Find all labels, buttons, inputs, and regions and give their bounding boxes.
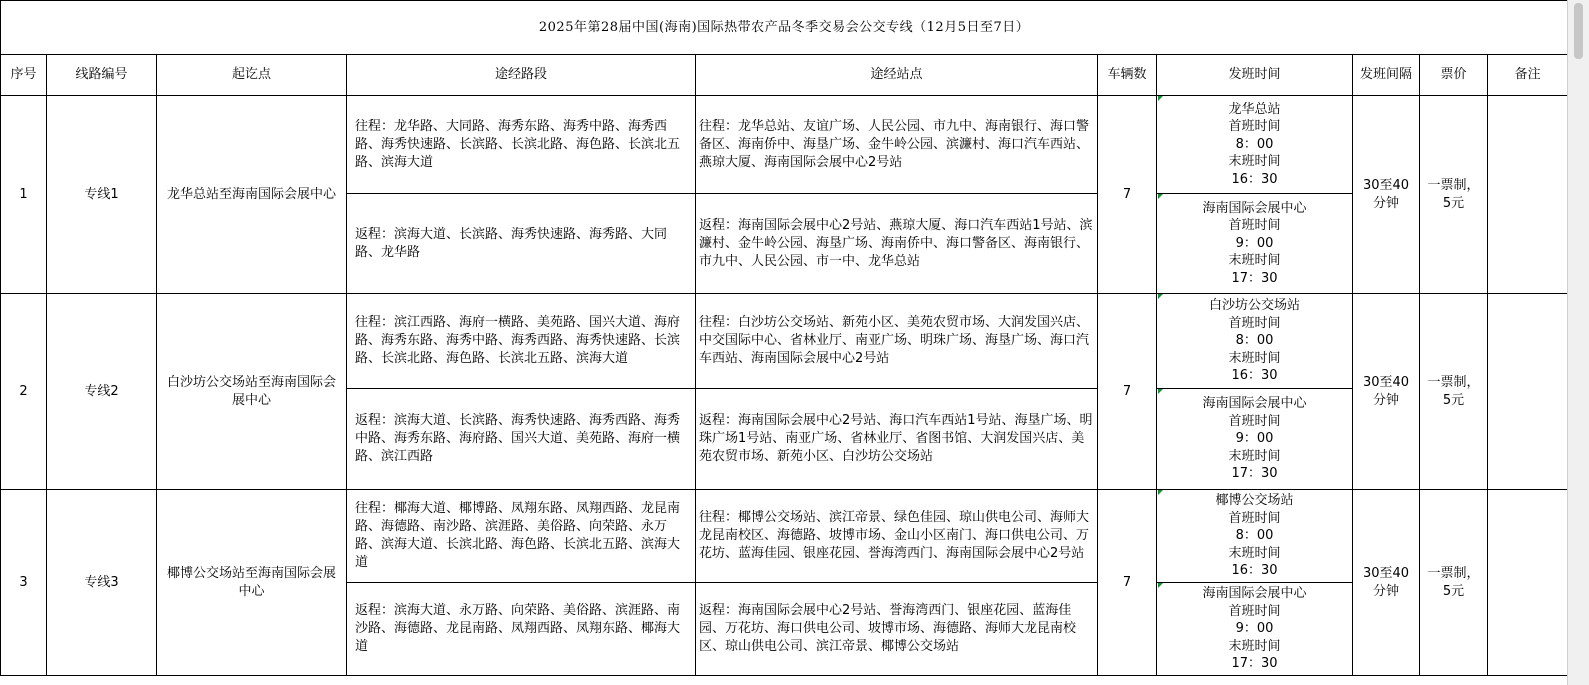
sheet-title[interactable]: 2025年第28届中国(海南)国际热带农产品冬季交易会公交专线（12月5日至7日） <box>1 1 1568 55</box>
route-line[interactable]: 专线1 <box>47 96 157 294</box>
return-segments[interactable]: 返程：滨海大道、长滨路、海秀快速路、海秀西路、海秀中路、海秀东路、海府路、国兴大道、美苑路、海府一横路、滨江西路 <box>347 389 696 490</box>
schedule-last: 17：30 <box>1231 466 1278 482</box>
schedule-last: 16：30 <box>1231 368 1278 384</box>
route-no[interactable]: 3 <box>1 490 47 676</box>
schedule-first-label: 首班时间 <box>1228 413 1281 429</box>
header-endpoints[interactable]: 起讫点 <box>157 55 347 96</box>
header-segments[interactable]: 途经路段 <box>347 55 696 96</box>
schedule-last: 16：30 <box>1231 563 1278 579</box>
vertical-scrollbar[interactable] <box>1567 0 1589 685</box>
return-schedule[interactable] <box>1157 194 1353 294</box>
schedule-first: 8：00 <box>1235 528 1274 544</box>
outbound-stops[interactable]: 往程：椰博公交场站、滨江帝景、绿色佳园、琼山供电公司、海师大龙昆南校区、海德路、坡博市场、金山小区南门、海口供电公司、万花坊、蓝海佳园、银座花园、誉海湾西门、海南国际会展中心2号站 <box>696 490 1098 583</box>
route-fare[interactable]: 一票制，5元 <box>1420 294 1488 490</box>
return-schedule[interactable] <box>1157 389 1353 490</box>
return-schedule[interactable] <box>1157 583 1353 676</box>
schedule-last: 17：30 <box>1231 656 1278 672</box>
schedule-first-label: 首班时间 <box>1228 510 1281 526</box>
schedule-station: 白沙坊公交场站 <box>1208 298 1300 314</box>
cell-comment-marker <box>1158 583 1163 588</box>
route-endpoints[interactable]: 白沙坊公交场站至海南国际会展中心 <box>157 294 347 490</box>
header-row <box>1 55 1568 96</box>
header-vehicles[interactable]: 车辆数 <box>1098 55 1157 96</box>
return-segments[interactable]: 返程：滨海大道、永万路、向荣路、美俗路、滨涯路、南沙路、海德路、龙昆南路、凤翔西路、凤翔东路、椰海大道 <box>347 583 696 676</box>
route-vehicles[interactable]: 7 <box>1098 96 1157 294</box>
route-rows <box>1 96 1568 676</box>
return-segments[interactable]: 返程：滨海大道、长滨路、海秀快速路、海秀路、大同路、龙华路 <box>347 194 696 294</box>
schedule-first: 9：00 <box>1235 431 1274 447</box>
return-stops[interactable]: 返程：海南国际会展中心2号站、誉海湾西门、银座花园、蓝海佳园、万花坊、海口供电公司、坡博市场、海德路、海师大龙昆南校区、琼山供电公司、滨江帝景、椰博公交场站 <box>696 583 1098 676</box>
header-schedule[interactable]: 发班时间 <box>1157 55 1353 96</box>
route-vehicles[interactable]: 7 <box>1098 490 1157 676</box>
route-fare[interactable]: 一票制，5元 <box>1420 490 1488 676</box>
cell-comment-marker <box>1158 490 1163 495</box>
route-interval[interactable]: 30至40分钟 <box>1353 490 1420 676</box>
schedule-last-label: 末班时间 <box>1228 448 1281 464</box>
schedule-last-label: 末班时间 <box>1228 253 1281 269</box>
schedule-first-label: 首班时间 <box>1228 218 1281 234</box>
outbound-schedule[interactable] <box>1157 294 1353 389</box>
route-endpoints[interactable]: 龙华总站至海南国际会展中心 <box>157 96 347 294</box>
route-no[interactable]: 2 <box>1 294 47 490</box>
cell-comment-marker <box>1158 294 1163 299</box>
route-endpoints[interactable]: 椰博公交场站至海南国际会展中心 <box>157 490 347 676</box>
route-interval[interactable]: 30至40分钟 <box>1353 294 1420 490</box>
cell-comment-marker <box>1158 96 1163 101</box>
cell-comment-marker <box>1158 194 1163 199</box>
schedule-station: 海南国际会展中心 <box>1202 586 1307 602</box>
schedule-first-label: 首班时间 <box>1228 603 1281 619</box>
route-vehicles[interactable]: 7 <box>1098 294 1157 490</box>
schedule-first: 8：00 <box>1235 333 1274 349</box>
header-no[interactable]: 序号 <box>1 55 47 96</box>
schedule-last: 17：30 <box>1231 270 1278 286</box>
header-interval[interactable]: 发班间隔 <box>1353 55 1420 96</box>
header-line[interactable]: 线路编号 <box>47 55 157 96</box>
outbound-stops[interactable]: 往程：龙华总站、友谊广场、人民公园、市九中、海南银行、海口警备区、海南侨中、海垦广场、金牛岭公园、滨濂村、海口汽车西站、燕琼大厦、海南国际会展中心2号站 <box>696 96 1098 194</box>
return-stops[interactable]: 返程：海南国际会展中心2号站、海口汽车西站1号站、海垦广场、明珠广场1号站、南亚广场、省林业厅、省图书馆、大润发国兴店、美苑农贸市场、新苑小区、白沙坊公交场站 <box>696 389 1098 490</box>
route-interval[interactable]: 30至40分钟 <box>1353 96 1420 294</box>
cell-comment-marker <box>1158 389 1163 394</box>
route-no[interactable]: 1 <box>1 96 47 294</box>
schedule-last-label: 末班时间 <box>1228 545 1281 561</box>
route-line[interactable]: 专线2 <box>47 294 157 490</box>
route-remark[interactable] <box>1488 96 1568 294</box>
route-fare[interactable]: 一票制，5元 <box>1420 96 1488 294</box>
outbound-segments[interactable]: 往程：椰海大道、椰博路、凤翔东路、凤翔西路、龙昆南路、海德路、南沙路、滨涯路、美俗路、向荣路、永万路、滨海大道、长滨北路、海色路、长滨北五路、滨海大道 <box>347 490 696 583</box>
route-row-outbound <box>1 490 1568 583</box>
schedule-first-label: 首班时间 <box>1228 315 1281 331</box>
schedule-station: 龙华总站 <box>1228 101 1281 117</box>
outbound-stops[interactable]: 往程：白沙坊公交场站、新苑小区、美苑农贸市场、大润发国兴店、中交国际中心、省林业厅、南亚广场、明珠广场、海垦广场、海口汽车西站、海南国际会展中心2号站 <box>696 294 1098 389</box>
schedule-station: 椰博公交场站 <box>1215 493 1294 509</box>
route-remark[interactable] <box>1488 294 1568 490</box>
header-remark[interactable]: 备注 <box>1488 55 1568 96</box>
outbound-segments[interactable]: 往程：龙华路、大同路、海秀东路、海秀中路、海秀西路、海秀快速路、长滨路、长滨北路、海色路、长滨北五路、滨海大道 <box>347 96 696 194</box>
header-stops[interactable]: 途经站点 <box>696 55 1098 96</box>
schedule-first: 9：00 <box>1235 235 1274 251</box>
schedule-station: 海南国际会展中心 <box>1202 200 1307 216</box>
route-row-outbound <box>1 96 1568 194</box>
route-line[interactable]: 专线3 <box>47 490 157 676</box>
outbound-segments[interactable]: 往程：滨江西路、海府一横路、美苑路、国兴大道、海府路、海秀东路、海秀中路、海秀西路、海秀快速路、长滨路、长滨北路、海色路、长滨北五路、滨海大道 <box>347 294 696 389</box>
schedule-last: 16：30 <box>1231 171 1278 187</box>
schedule-last-label: 末班时间 <box>1228 638 1281 654</box>
schedule-first-label: 首班时间 <box>1228 119 1281 135</box>
scrollbar-thumb[interactable] <box>1574 3 1583 59</box>
schedule-first: 8：00 <box>1235 136 1274 152</box>
outbound-schedule[interactable] <box>1157 96 1353 194</box>
route-remark[interactable] <box>1488 490 1568 676</box>
schedule-last-label: 末班时间 <box>1228 350 1281 366</box>
schedule-last-label: 末班时间 <box>1228 154 1281 170</box>
schedule-first: 9：00 <box>1235 621 1274 637</box>
route-row-outbound <box>1 294 1568 389</box>
return-stops[interactable]: 返程：海南国际会展中心2号站、燕琼大厦、海口汽车西站1号站、滨濂村、金牛岭公园、海垦广场、海南侨中、海口警备区、海南银行、市九中、人民公园、市一中、龙华总站 <box>696 194 1098 294</box>
header-fare[interactable]: 票价 <box>1420 55 1488 96</box>
schedule-station: 海南国际会展中心 <box>1202 396 1307 412</box>
outbound-schedule[interactable] <box>1157 490 1353 583</box>
